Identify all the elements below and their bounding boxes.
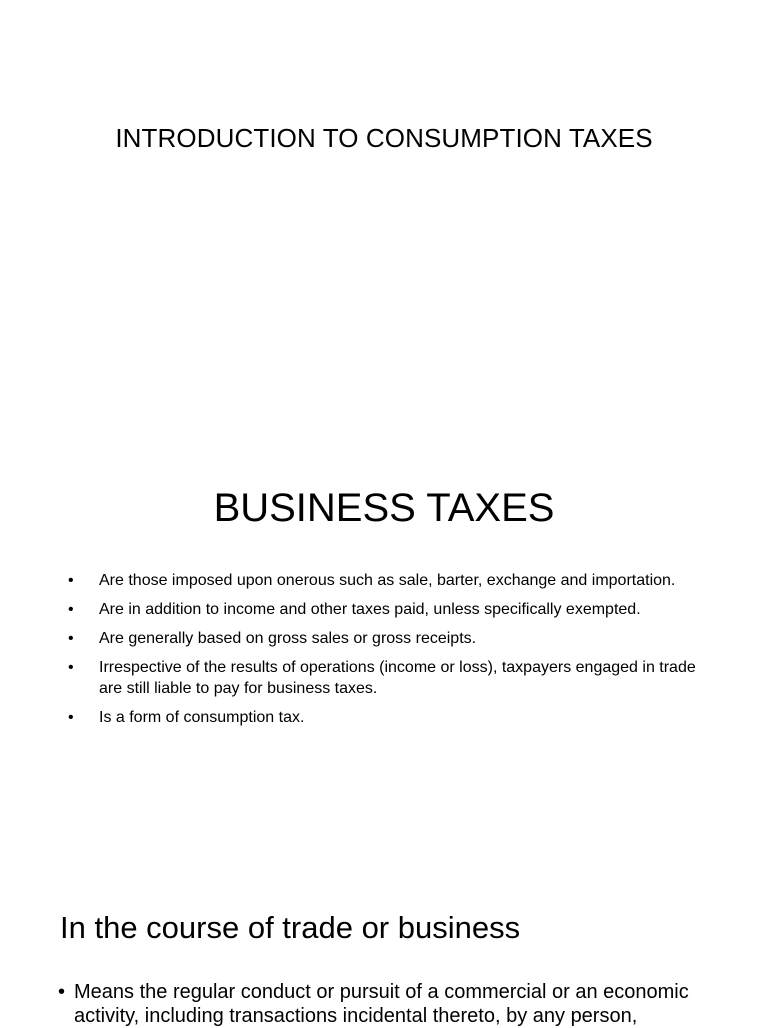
bullet-icon: • xyxy=(68,709,74,726)
bullet-item xyxy=(0,599,709,620)
bullet-icon: • xyxy=(58,981,66,1003)
bullet-text: Is a form of consumption tax. xyxy=(99,709,305,726)
bullet-list xyxy=(0,570,768,736)
bullet-icon: • xyxy=(68,601,74,618)
bullet-icon: • xyxy=(68,659,74,676)
bullet-list xyxy=(0,980,768,1028)
bullet-item xyxy=(0,657,709,699)
bullet-icon: • xyxy=(68,572,74,589)
bullet-item xyxy=(0,707,709,728)
bullet-text: Irrespective of the results of operations (income or loss), taxpayers engaged in trade are still liable to pay for business taxes. xyxy=(99,659,696,697)
bullet-text: Are in addition to income and other taxes paid, unless specifically exempted. xyxy=(99,601,641,618)
bullet-text: Are those imposed upon onerous such as sale, barter, exchange and importation. xyxy=(99,572,676,589)
slide-title: BUSINESS TAXES xyxy=(213,486,555,530)
bullet-text: Are generally based on gross sales or gross receipts. xyxy=(99,630,477,647)
bullet-item xyxy=(0,570,709,591)
bullet-text: Means the regular conduct or pursuit of a commercial or an economic activity, including transactions incidental thereto, by any person, xyxy=(74,981,689,1027)
slide-title: In the course of trade or business xyxy=(60,910,521,945)
slide-business-taxes xyxy=(0,430,768,850)
slide-title: INTRODUCTION TO CONSUMPTION TAXES xyxy=(115,123,653,153)
bullet-item xyxy=(0,628,709,649)
slide-intro xyxy=(0,0,768,300)
bullet-item xyxy=(0,980,724,1028)
slide-course-of-trade xyxy=(0,880,768,1027)
bullet-icon: • xyxy=(68,630,74,647)
